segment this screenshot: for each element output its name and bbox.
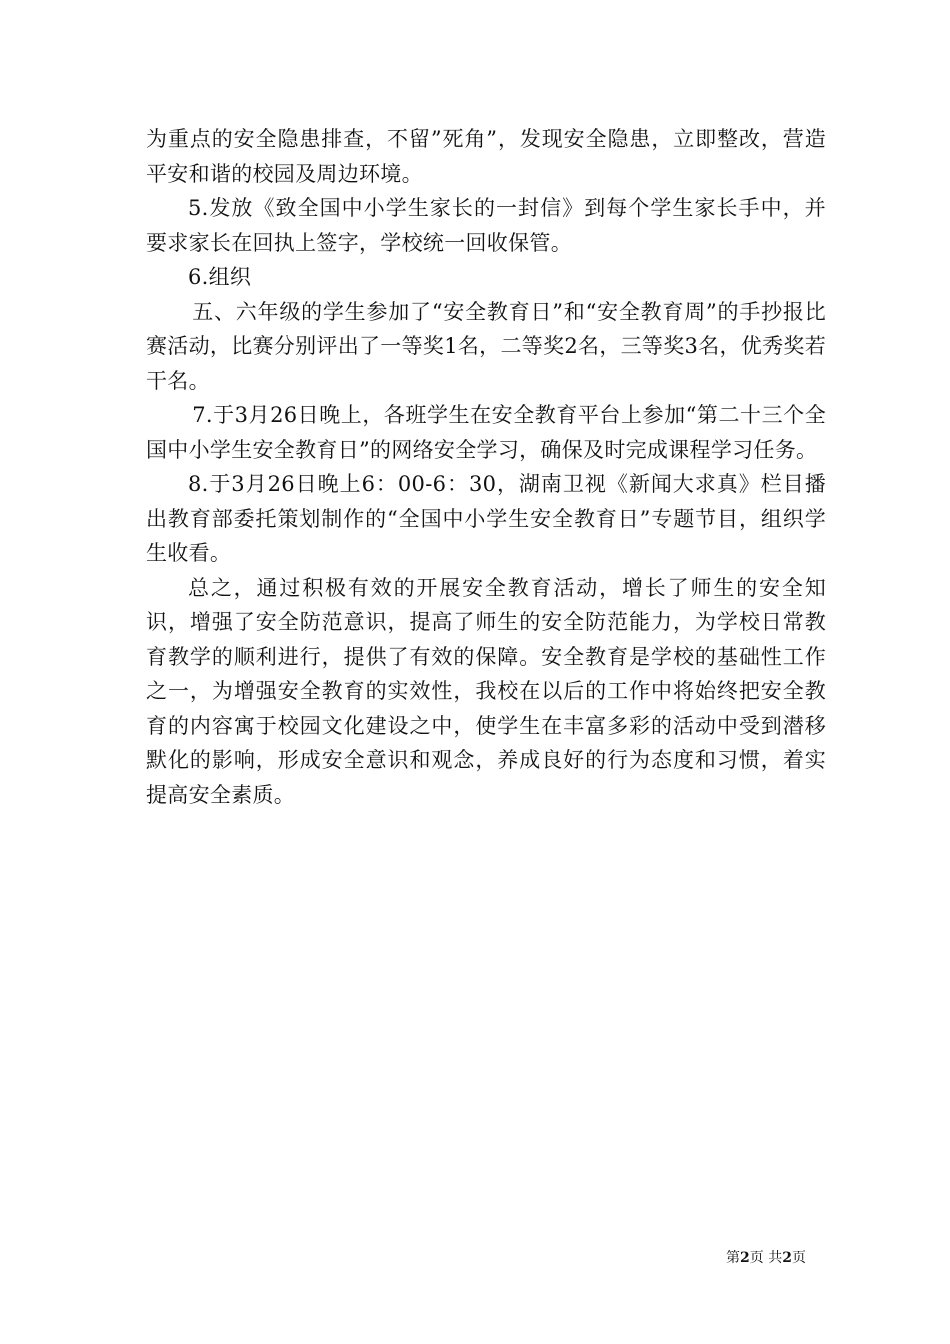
- paragraph-parent-letter: 5.发放《致全国中小学生家长的一封信》到每个学生家长手中，并要求家长在回执上签字，学校统一回收保管。: [146, 196, 826, 255]
- document-body: [146, 122, 826, 812]
- paragraph-poster-contest: 五、六年级的学生参加了“安全教育日”和“安全教育周”的手抄报比赛活动，比赛分别评出了一等奖1名，二等奖2名，三等奖3名，优秀奖若干名。: [146, 299, 826, 393]
- paragraph-tv-program: 8.于3月26日晚上6：00-6：30，湖南卫视《新闻大求真》栏目播出教育部委托策划制作的“全国中小学生安全教育日”专题节目，组织学生收看。: [146, 472, 826, 565]
- page-footer: [726, 1249, 806, 1267]
- paragraph-online-study: 7.于3月26日晚上，各班学生在安全教育平台上参加“第二十三个全国中小学生安全教育日”的网络安全学习，确保及时完成课程学习任务。: [146, 403, 826, 462]
- footer-current-page: 2: [740, 1250, 750, 1266]
- footer-suffix: 页: [792, 1250, 806, 1266]
- paragraph-hazard-check: 为重点的安全隐患排查，不留”死角”，发现安全隐患，立即整改，营造平安和谐的校园及周边环境。: [146, 127, 826, 186]
- paragraph-organize: 6.组织: [188, 265, 252, 289]
- footer-total-pages: 2: [782, 1250, 792, 1266]
- paragraph-summary: 总之，通过积极有效的开展安全教育活动，增长了师生的安全知识，增强了安全防范意识，提高了师生的安全防范能力，为学校日常教育教学的顺利进行，提供了有效的保障。安全教育是学校的基础性工作之一，为增强安全教育的实效性，我校在以后的工作中将始终把安全教育的内容寓于校园文化建设之中，使学生在丰富多彩的活动中受到潜移默化的影响，形成安全意识和观念，养成良好的行为态度和习惯，着实提高安全素质。: [146, 575, 826, 807]
- footer-prefix: 第: [726, 1250, 741, 1266]
- footer-middle: 页 共: [749, 1250, 783, 1266]
